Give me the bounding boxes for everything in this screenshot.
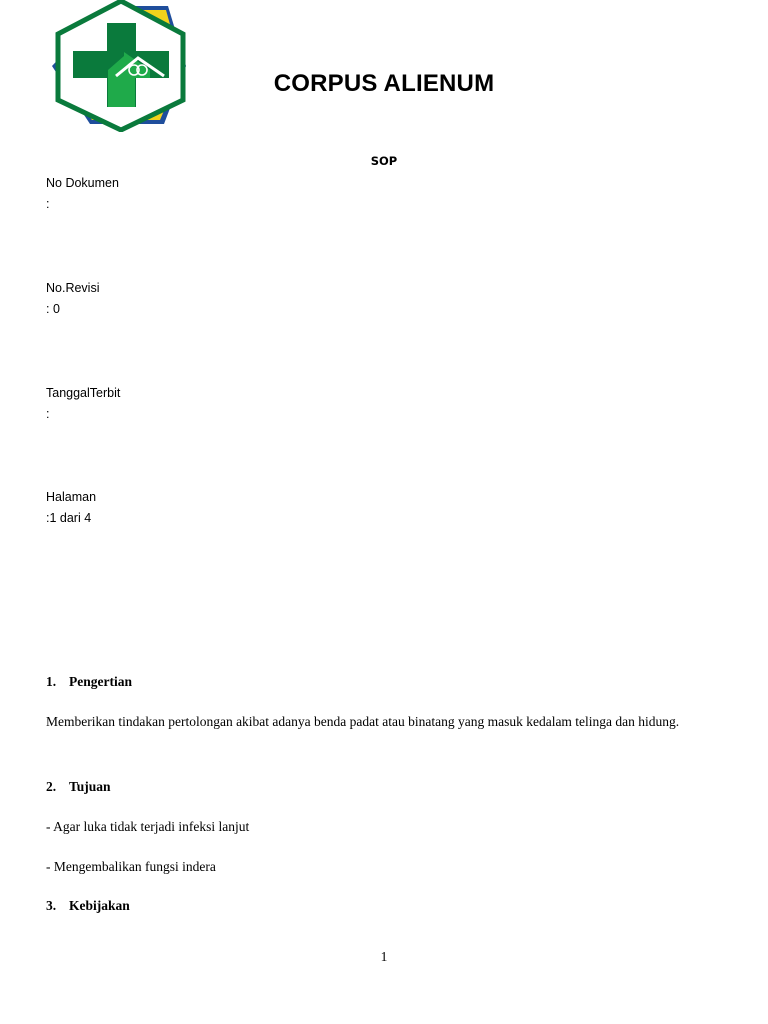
section-number: 1. [46,674,57,689]
meta-value-halaman: :1 dari 4 [46,511,92,525]
section-number: 2. [46,779,57,794]
tujuan-item: - Agar luka tidak terjadi infeksi lanjut [46,819,250,834]
tujuan-item: - Mengembalikan fungsi indera [46,859,216,874]
pengertian-paragraph: Memberikan tindakan pertolongan akibat adanya benda padat atau binatang yang masuk kedalam telinga dan hidung. [46,714,680,729]
section-number: 3. [46,898,57,913]
section-heading-tujuan [46,779,111,795]
section-title: Pengertian [69,674,132,689]
meta-label-tanggal-terbit: TanggalTerbit [46,386,121,400]
document-type-label: SOP [370,154,398,168]
meta-label-no-revisi: No.Revisi [46,281,100,295]
meta-value-no-dokumen: : [46,197,50,211]
section-heading-kebijakan [46,898,130,914]
meta-value-no-revisi: : 0 [46,302,60,316]
document-title: CORPUS ALIENUM [273,70,495,97]
page-number: 1 [380,949,388,964]
section-title: Kebijakan [69,898,130,913]
section-heading-pengertian [46,674,132,690]
puskesmas-logo-icon [46,0,188,132]
meta-value-tanggal-terbit: : [46,407,50,421]
section-title: Tujuan [69,779,111,794]
meta-label-no-dokumen: No Dokumen [46,176,119,190]
meta-label-halaman: Halaman [46,490,97,504]
